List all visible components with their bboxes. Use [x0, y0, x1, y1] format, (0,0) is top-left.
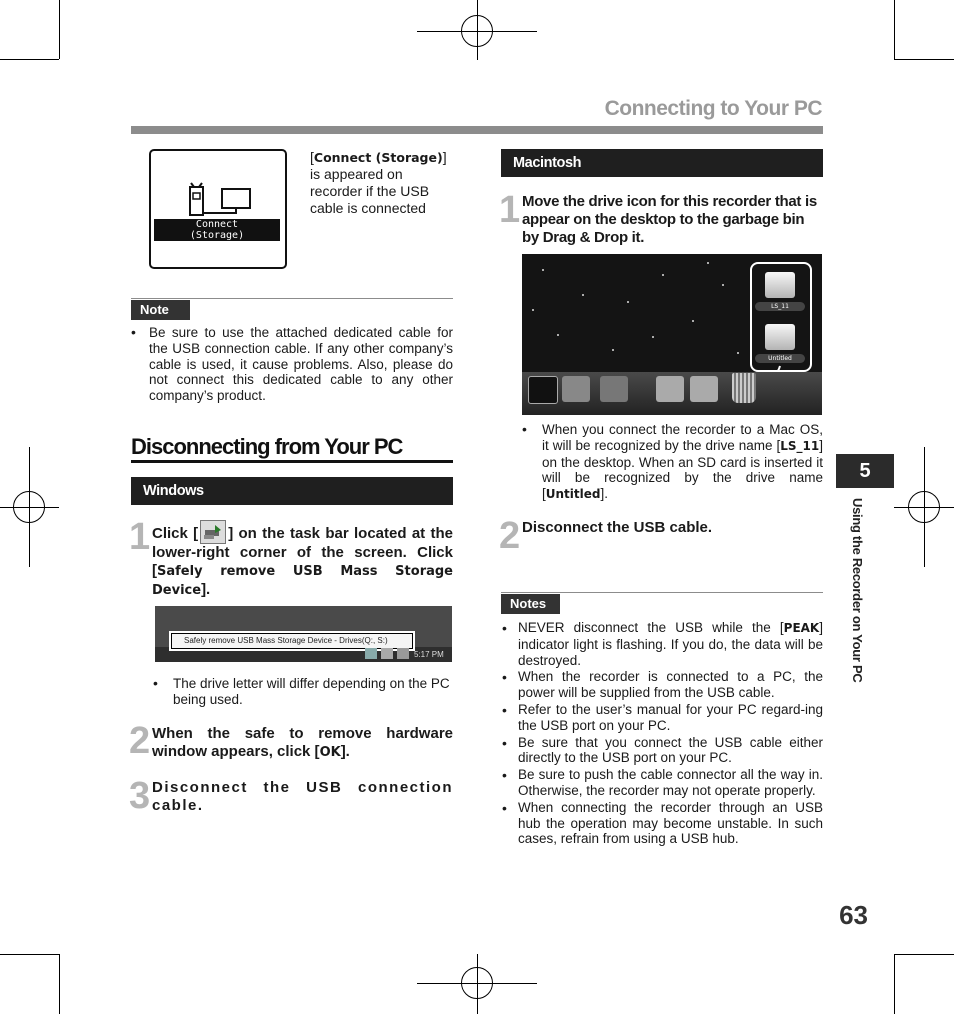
page-header-title: Connecting to Your PC: [604, 97, 822, 120]
drive-label: LS_11: [755, 302, 805, 311]
mac-desktop-screenshot: [522, 254, 822, 415]
list-item: • Be sure to push the cable connector all the way in. Otherwise, the recorder may not operate properly.: [502, 767, 823, 798]
step-number: 1: [499, 189, 521, 231]
step-number: 2: [499, 515, 521, 557]
lcd-connect-label: Connect (Storage): [154, 219, 280, 241]
crop-mark: [894, 954, 954, 955]
tray-icon: [397, 648, 409, 659]
mac-step1-text: Move the drive icon for this recorder that is appear on the desktop to the garbage bin by Drag & Drop it.: [522, 193, 817, 246]
registration-mark: [908, 491, 940, 523]
macintosh-subheading: Macintosh: [501, 149, 823, 177]
registration-mark: [13, 491, 45, 523]
windows-step1-text: Click [ ] on the task bar located at the lower-right corner of the screen. Click [Safely remove USB Mass Storage Device].: [152, 520, 453, 600]
crop-mark: [0, 954, 59, 955]
crop-mark: [894, 0, 895, 59]
registration-mark: [461, 15, 493, 47]
notes-rule: [501, 592, 823, 593]
note-text: Be sure to use the attached dedicated cable for the USB connection cable. If any other company’s cable is used, it cause problems. Also, please do not connect this dedicated cable to any other company’s product.: [149, 325, 453, 404]
bullet: •: [522, 421, 527, 437]
step-number: 2: [129, 720, 151, 762]
trash-icon: [732, 373, 756, 403]
windows-step2-text: When the safe to remove hardware window appears, click [OK].: [152, 725, 453, 760]
windows-subheading: Windows: [131, 477, 453, 505]
notes-list: [501, 620, 823, 848]
notes-tag: Notes: [501, 594, 560, 614]
list-item: • Be sure that you connect the USB cable either directly to the USB port on your PC.: [502, 734, 823, 766]
step-number: 1: [129, 516, 151, 558]
crop-mark: [894, 954, 895, 1014]
page-number: 63: [839, 900, 868, 930]
folder-icon: [690, 376, 718, 402]
recorder-lcd-display: [149, 149, 287, 269]
tray-icon: [381, 648, 393, 659]
dock-app-icon: [600, 376, 628, 402]
hard-drive-icon: [765, 272, 795, 298]
crop-mark: [59, 0, 60, 59]
usb-connection-icon: [185, 181, 255, 221]
windows-note: The drive letter will differ depending on the PC being used.: [173, 676, 450, 707]
taskbar-clock: 5:17 PM: [414, 650, 444, 659]
mac-step2-text: Disconnect the USB cable.: [522, 519, 713, 536]
terminal-icon: [528, 376, 558, 404]
note-rule: [131, 298, 453, 299]
list-item: • NEVER disconnect the USB while the [PEAK] indicator light is flashing. If you do, the data will be destroyed.: [502, 620, 823, 668]
windows-taskbar-screenshot: [155, 606, 452, 662]
mac-note: When you connect the recorder to a Mac OS, it will be recognized by the drive name [LS_11] on the desktop. When an SD card is inserted it will be recognized by the drive name [Untitled].: [542, 422, 823, 502]
chapter-side-title: Using the Recorder on Your PC: [850, 498, 865, 683]
chapter-tab: 5: [836, 454, 894, 488]
folder-icon: [656, 376, 684, 402]
windows-step3-text: Disconnect the USB connection cable.: [152, 779, 453, 814]
registration-mark: [461, 967, 493, 999]
drive-label: Untitled: [755, 354, 805, 363]
lcd-caption: [Connect (Storage)] is appeared on recorder if the USB cable is connected: [310, 149, 447, 216]
crop-mark: [894, 59, 954, 60]
drive-icons-highlight: [750, 262, 812, 372]
bullet: •: [131, 324, 136, 340]
header-rule: [131, 126, 823, 134]
tray-icon: [365, 648, 377, 659]
section-title: Disconnecting from Your PC: [131, 434, 403, 459]
crop-mark: [0, 59, 59, 60]
note-tag: Note: [131, 300, 190, 320]
hard-drive-icon: [765, 324, 795, 350]
section-rule: [131, 460, 453, 463]
list-item: • When connecting the recorder through an USB hub the operation may become unstable. In such cases, refrain from using a USB hub.: [502, 799, 823, 847]
safely-remove-tooltip: Safely remove USB Mass Storage Device - Drives(Q:, S:): [171, 633, 413, 649]
safely-remove-hardware-icon: [200, 520, 226, 544]
step-number: 3: [129, 775, 151, 817]
list-item: • Refer to the user’s manual for your PC regard-ing the USB port on your PC.: [502, 701, 823, 733]
bullet: •: [153, 675, 158, 691]
crop-mark: [59, 954, 60, 1014]
dock-app-icon: [562, 376, 590, 402]
list-item: • When the recorder is connected to a PC, the power will be supplied from the USB cable.: [502, 669, 823, 701]
